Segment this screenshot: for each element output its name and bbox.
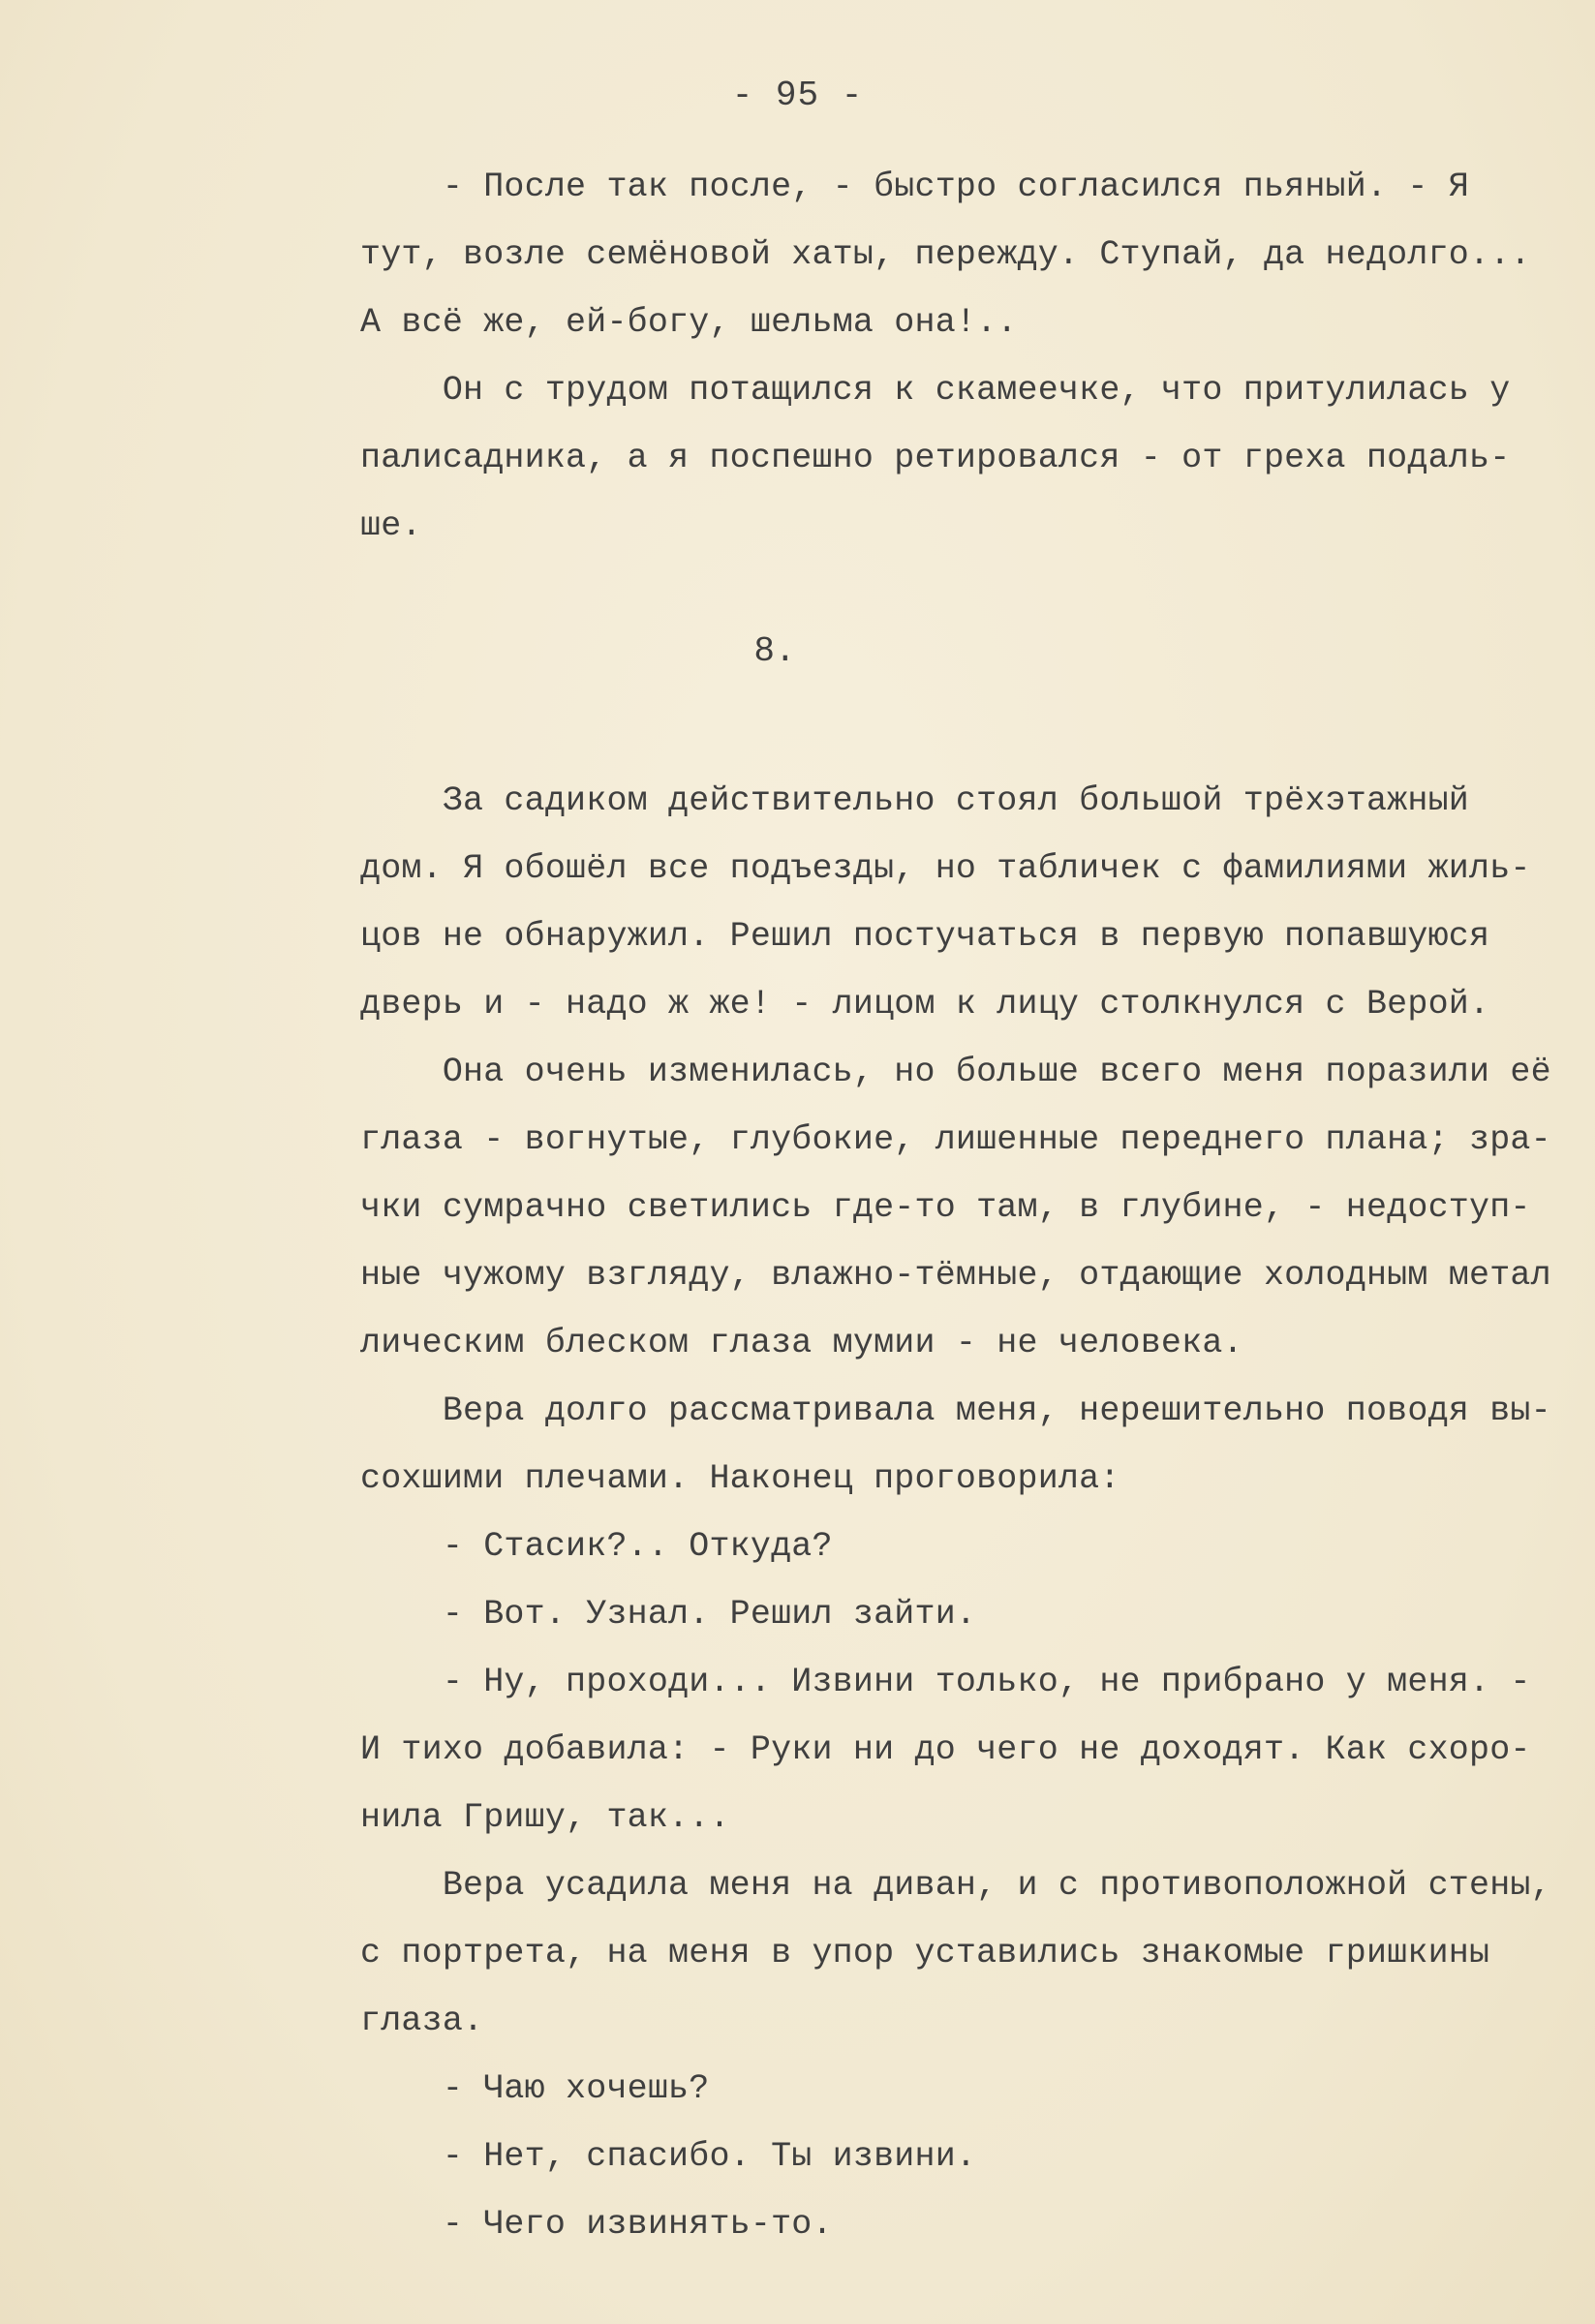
text-line: - Вот. Узнал. Решил зайти. [360, 1595, 977, 1634]
text-line: чки сумрачно светились где-то там, в глубине, - недоступ- [360, 1188, 1531, 1227]
text-line: - Чего извинять-то. [360, 2205, 833, 2244]
text-line: глаза. [360, 2002, 484, 2040]
text-block-top [360, 153, 1580, 560]
text-line: цов не обнаружил. Решил постучаться в первую попавшуюся [360, 917, 1490, 956]
text-line: лическим блеском глаза мумии - не человека. [360, 1324, 1243, 1362]
text-line: с портрета, на меня в упор уставились знакомые гришкины [360, 1934, 1490, 1972]
text-line: И тихо добавила: - Руки ни до чего не доходят. Как схоро- [360, 1730, 1531, 1769]
text-line: дом. Я обошёл все подъезды, но табличек с фамилиями жиль- [360, 849, 1531, 888]
text-line: А всё же, ей-богу, шельма она!.. [360, 303, 1018, 342]
text-line: Она очень изменилась, но больше всего меня поразили её [360, 1053, 1551, 1091]
text-line: ше. [360, 506, 422, 545]
text-line: тут, возле семёновой хаты, пережду. Ступай, да недолго... [360, 235, 1531, 274]
page-number: - 95 - [731, 76, 864, 115]
text-line: дверь и - надо ж же! - лицом к лицу столкнулся с Верой. [360, 985, 1490, 1024]
section-number: 8. [753, 631, 796, 671]
text-line: ные чужому взгляду, влажно-тёмные, отдающие холодным метал [360, 1256, 1551, 1295]
text-line: - Нет, спасибо. Ты извини. [360, 2137, 977, 2176]
text-line: - После так после, - быстро согласился пьяный. - Я [360, 168, 1469, 206]
text-line: Он с трудом потащился к скамеечке, что притулилась у [360, 371, 1511, 410]
text-line: Вера долго рассматривала меня, нерешительно поводя вы- [360, 1391, 1551, 1430]
text-line: - Чаю хочешь? [360, 2069, 710, 2108]
text-line: - Стасик?.. Откуда? [360, 1527, 833, 1566]
text-line: За садиком действительно стоял большой трёхэтажный [360, 781, 1469, 820]
text-block-bottom [360, 767, 1580, 2258]
text-line: глаза - вогнутые, глубокие, лишенные переднего плана; зра- [360, 1120, 1551, 1159]
text-line: нила Гришу, так... [360, 1798, 730, 1837]
text-line: сохшими плечами. Наконец проговорила: [360, 1459, 1120, 1498]
text-line: Вера усадила меня на диван, и с противоположной стены, [360, 1866, 1551, 1905]
text-line: - Ну, проходи... Извини только, не прибрано у меня. - [360, 1663, 1531, 1701]
text-line: палисадника, а я поспешно ретировался - от греха подаль- [360, 439, 1511, 477]
